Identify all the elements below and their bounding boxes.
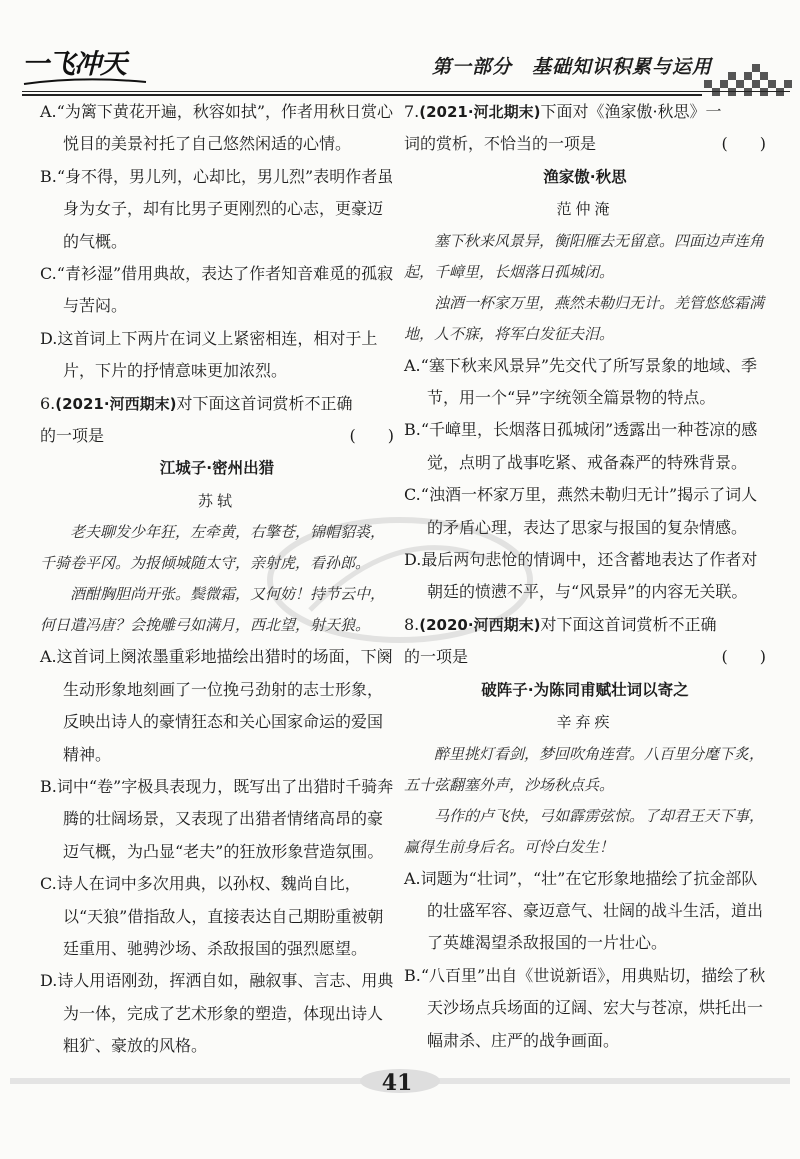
- series-logo: 一飞冲天: [22, 49, 126, 80]
- q8-source-tag: (2020·河西期末): [419, 615, 541, 634]
- q6-stem: 6.(2021·河西期末)对下面这首词赏析不正确: [40, 393, 353, 413]
- poem-author: 范仲淹: [556, 200, 614, 219]
- q5-option-c: C.“青衫湿”借用典故，表达了作者知音难觅的孤寂与苦闷。: [40, 264, 394, 316]
- q8-stem-line2: 的一项是 ( ): [404, 641, 766, 673]
- q5-option-b: B.“身不得，男儿列，心却比，男儿烈”表明作者虽身为女子，却有比男子更刚烈的心志，更豪迈的气概。: [40, 166, 394, 251]
- q7-option-c: C.“浊酒一杯家万里，燕然未勒归无计”揭示了词人的矛盾心理，表达了思家与报国的复杂情感。: [404, 485, 758, 537]
- q7-source-tag: (2021·河北期末): [419, 103, 541, 121]
- answer-blank: ( ): [721, 647, 766, 667]
- q7-option-a: A.“塞下秋来风景异”先交代了所写景象的地域、季节，用一个“异”字统领全篇景物的特点。: [404, 355, 758, 408]
- poem-title: 江城子·密州出猎: [159, 459, 275, 478]
- answer-blank: ( ): [349, 426, 394, 446]
- poem-verse: 醉里挑灯看剑，梦回吹角连营。八百里分麾下炙，五十弦翻塞外声，沙场秋点兵。: [404, 744, 765, 794]
- page-number: 41: [381, 1070, 413, 1096]
- poem-title: 破阵子·为陈同甫赋壮词以寄之: [481, 680, 689, 699]
- poem-verse: 塞下秋来风景异，衡阳雁去无留意。四面边声连角起，千嶂里，长烟落日孤城闭。: [404, 231, 765, 281]
- page-header: [0, 0, 800, 96]
- q8-option-b: B.“八百里”出自《世说新语》，用典贴切，描绘了秋天沙场点兵场面的辽阔、宏大与苍凉，烘托出一幅肃杀、庄严的战争画面。: [404, 965, 766, 1050]
- poem-author: 苏轼: [197, 491, 236, 510]
- q6-option-a: A.这首词上阕浓墨重彩地描绘出猎时的场面，下阕生动形象地刻画了一位挽弓劲射的志士形象，反映出诗人的豪情狂态和关心国家命运的爱国精神。: [40, 647, 393, 764]
- poem-verse: 马作的卢飞快，弓如霹雳弦惊。了却君王天下事，赢得生前身后名。可怜白发生！: [404, 806, 765, 856]
- answer-blank: ( ): [721, 134, 766, 154]
- poem-verse: 浊酒一杯家万里，燕然未勒归无计。羌管悠悠霜满地，人不寐，将军白发征夫泪。: [404, 293, 765, 343]
- q5-option-a: A.“为篱下黄花开遍，秋容如拭”，作者用秋日赏心悦目的美景衬托了自己悠然闲适的心情。: [40, 102, 394, 154]
- q7-option-d: D.最后两句悲怆的情调中，还含蓄地表达了作者对朝廷的愤懑不平，与“风景异”的内容无关联。: [404, 550, 758, 602]
- watermark-logo-icon: [250, 500, 550, 660]
- q7-option-b: B.“千嶂里，长烟落日孤城闭”透露出一种苍凉的感觉，点明了战事吃紧、戒备森严的特殊背景。: [404, 420, 758, 472]
- q8-option-a: A.词题为“壮词”，“壮”在它形象地描绘了抗金部队的壮盛军容、豪迈意气、壮阔的战斗生活，道出了英雄渴望杀敌报国的一片壮心。: [404, 868, 764, 953]
- header-divider: [22, 91, 790, 92]
- q8-stem: 8.(2020·河西期末)对下面这首词赏析不正确: [404, 614, 717, 634]
- logo-swoosh-icon: [22, 78, 148, 86]
- q6-source-tag: (2021·河西期末): [55, 394, 177, 413]
- q7-stem-line2: 词的赏析，不恰当的一项是 ( ): [404, 128, 766, 160]
- section-title: 第一部分 基础知识积累与运用: [432, 56, 713, 78]
- q6-option-b: B.词中“卷”字极具表现力，既写出了出猎时千骑奔腾的壮阔场景，又表现了出猎者情绪高昂的豪迈气概，为凸显“老夫”的狂放形象营造氛围。: [40, 776, 394, 861]
- q5-option-d: D.这首词上下两片在词义上紧密相连，相对于上片，下片的抒情意味更加浓烈。: [40, 328, 378, 381]
- q7-stem: 7.(2021·河北期末)下面对《渔家傲·秋思》一: [404, 102, 722, 121]
- q6-option-d: D.诗人用语刚劲，挥洒自如，融叙事、言志、用典为一体，完成了艺术形象的塑造，体现出诗人粗犷、豪放的风格。: [40, 971, 394, 1056]
- poem-verse: 老夫聊发少年狂，左牵黄，右擎苍，锦帽貂裘，千骑卷平冈。为报倾城随太守，亲射虎，看孙郎。: [40, 523, 386, 573]
- q6-stem-line2: 的一项是 ( ): [40, 420, 394, 452]
- poem-title: 渔家傲·秋思: [543, 167, 627, 186]
- poem-author: 辛弃疾: [556, 713, 614, 732]
- q6-option-c: C.诗人在词中多次用典，以孙权、魏尚自比，以“天狼”借指敌人，直接表达自己期盼重被朝廷重用、驰骋沙场、杀敌报国的强烈愿望。: [40, 874, 384, 958]
- poem-verse: 酒酣胸胆尚开张。鬓微霜，又何妨！持节云中，何日遣冯唐？会挽雕弓如满月，西北望，射天狼。: [40, 585, 386, 635]
